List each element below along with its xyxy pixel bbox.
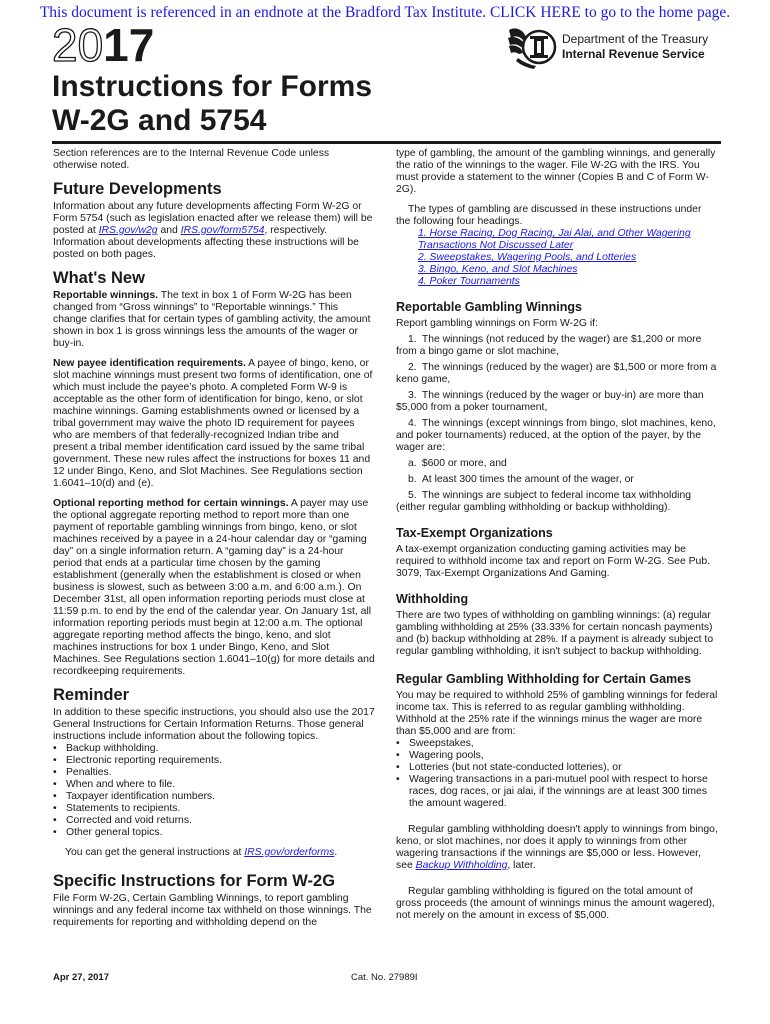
department-name: Department of the Treasury [562,32,709,46]
right-column [396,148,718,922]
toc-link-poker-tournaments[interactable]: 4. Poker Tournaments [418,276,520,287]
withholding-exceptions-text: Regular gambling withholding doesn't apply to winnings from bingo, keno, or slot machines, nor does it apply to winnings from other wagering transactions if the winnings are $5,000 or less. However, see Backup Withholding, later. [396,824,718,871]
regular-withholding-heading: Regular Gambling Withholding for Certain Games [396,672,692,686]
list-item: 2. The winnings (reduced by the wager) are $1,500 or more from a keno game, [396,362,717,385]
future-developments-text: Information about any future developments affecting Form W-2G or Form 5754 (such as legislation enacted after we release them) will be posted at IRS.gov/w2g and IRS.gov/form5754, respectively. Information about developments affecting these instructions will be posted on both pages. [53,201,373,260]
list-item: • Wagering pools, [396,750,484,761]
home-page-banner-link[interactable]: This document is referenced in an endnote at the Bradford Tax Institute. CLICK HERE to go to the home page. [39,4,731,21]
list-item: • Statements to recipients. [53,803,181,814]
list-item: • Other general topics. [53,827,163,838]
catalog-number: Cat. No. 27989I [351,972,418,983]
list-item: a. $600 or more, and [408,458,507,469]
list-item: • When and where to file. [53,779,176,790]
list-item: • Taxpayer identification numbers. [53,791,216,802]
regular-withholding-list [396,738,718,810]
withholding-heading: Withholding [396,592,469,606]
toc-link-bingo-keno-slots[interactable]: 3. Bingo, Keno, and Slot Machines [418,264,578,275]
list-item: • Backup withholding. [53,743,159,754]
irs-eagle-logo-icon [506,24,558,70]
irs-form5754-link[interactable]: IRS.gov/form5754 [180,225,265,236]
list-item: 1. The winnings (not reduced by the wager) are $1,200 or more from a bingo game or slot machine, [396,334,702,357]
list-item: • Wagering transactions in a pari-mutuel pool with respect to horse races, dog races, or jai alai, if the winnings are at least 300 times the amount wagered. [396,774,708,809]
year-bold-digits: 17 [103,19,155,71]
reminder-topic-list [53,743,375,839]
list-item: • Corrected and void returns. [53,815,192,826]
list-item: 4. The winnings (except winnings from bingo, slot machines, keno, and poker tournaments) reduced, at the option of the payer, by the wager are: [396,418,716,453]
withholding-computation-text: Regular gambling withholding is figured on the total amount of gross proceeds (the amount of winnings minus the amount wagered), not merely on the amount in excess of $5,000. [396,886,715,921]
list-item: b. At least 300 times the amount of the wager, or [408,474,634,485]
irs-orderforms-link[interactable]: IRS.gov/orderforms [244,847,335,858]
reportable-winnings-heading: Reportable Gambling Winnings [396,300,583,314]
toc-link-sweepstakes[interactable]: 2. Sweepstakes, Wagering Pools, and Lotteries [418,252,637,263]
list-item: 3. The winnings (reduced by the wager or buy-in) are more than $5,000 from a poker tournament, [396,390,704,413]
specific-instructions-heading: Specific Instructions for Form W-2G [53,872,336,890]
regular-withholding-text: You may be required to withhold 25% of gambling winnings for federal income tax. This is referred to as regular gambling withholding. Withhold at the 25% rate if the winnings minus the wager are more than $5,000 and are from: [396,690,718,737]
backup-withholding-link[interactable]: Backup Withholding [415,860,508,871]
list-item: • Penalties. [53,767,112,778]
year-outline-digits: 20 [52,19,104,71]
title-line-1: Instructions for Forms [52,70,373,103]
title-line-2: W-2G and 5754 [52,104,267,137]
agency-block [562,32,708,62]
general-instructions-text: You can get the general instructions at IRS.gov/orderforms. [65,847,338,858]
agency-name: Internal Revenue Service [562,47,705,61]
future-developments-heading: Future Developments [53,180,222,198]
gambling-type-continuation: type of gambling, the amount of the gambling winnings, and generally the ratio of the winnings to the wager. File W-2G with the IRS. You must provide a statement to the winner (Copies B and C of Form W-2G). [396,148,716,195]
left-column [53,148,375,929]
gambling-types-intro: The types of gambling are discussed in these instructions under the following four headings. [396,204,702,227]
whats-new-heading: What's New [53,269,145,287]
payee-identification-paragraph: New payee identification requirements. A payee of bingo, keno, or slot machine winnings must present two forms of identification, one of which must include the payee’s photo. A completed Form W-9 is acceptable as the other form of identification for bingo, keno, or slot machine winnings. Gaming establishments owned or licensed by a tribal government may waive the photo ID requirement for payees who are members of that federally-recognized Indian tribe and present a tribal member identification card issued by the same tribal government. These new rules affect the instructions for boxes 11 and 12 under Bingo, Keno, and Slot Machines. See Regulations section 1.6041–10(d) and (e). [53,358,373,489]
reminder-text: In addition to these specific instructions, you should also use the 2017 General Instructions for Certain Information Returns. Those general instructions include information about the following topics. [53,707,375,742]
gambling-headings-list [396,228,718,288]
list-item: 5. The winnings are subject to federal income tax withholding (either regular gambling withholding or backup withholding). [396,490,692,513]
list-item: • Electronic reporting requirements. [53,755,222,766]
list-item: • Lotteries (but not state-conducted lotteries), or [396,762,622,773]
section-reference-note: Section references are to the Internal Revenue Code unless otherwise noted. [53,148,330,171]
reportable-winnings-intro: Report gambling winnings on Form W-2G if: [396,318,598,329]
reminder-heading: Reminder [53,686,130,704]
form-year [52,19,155,71]
reportable-winnings-paragraph: Reportable winnings. The text in box 1 of Form W-2G has been changed from “Gross winnings” to “Reportable winnings.” This change clarifies that for certain types of gambling activity, the amount shown in box 1 is gross winnings less the amounts of the wager or buy-in. [53,290,371,349]
specific-instructions-text: File Form W-2G, Certain Gambling Winnings, to report gambling winnings and any federal income tax withheld on those winnings. The requirements for reporting and withholding depend on the [53,893,372,928]
list-item: • Sweepstakes, [396,738,474,749]
title-divider [52,141,721,144]
tax-exempt-text: A tax-exempt organization conducting gaming activities may be required to withhold income tax and report on Form W-2G. See Pub. 3079, Tax-Exempt Organizations And Gaming. [396,544,710,579]
irs-w2g-link[interactable]: IRS.gov/w2g [98,225,158,236]
revision-date: Apr 27, 2017 [53,972,109,983]
withholding-text: There are two types of withholding on gambling winnings: (a) regular gambling withholding at 25% (33.33% for certain noncash payments) and (b) backup withholding at 28%. If a payment is already subject to regular gambling withholding, it isn't subject to backup withholding. [396,610,714,657]
optional-reporting-paragraph: Optional reporting method for certain winnings. A payer may use the optional aggregate reporting method to report more than one payment of reportable gambling winnings from bingo, keno, or slot machines received by a payee in a 24-hour calendar day or “gaming day” on a single information return. A “gaming day” is a 24-hour period that ends at a particular time chosen by the gaming establishment (generally when the establishment is closed or when business is slowest, such as between 3:00 a.m. and 6:00 a.m.). On December 31st, all open information reporting periods must close at 11:59 p.m. to end by the end of the calendar year. On January 1st, all information reporting periods must begin at 12:00 a.m. The optional aggregate reporting method affects the bingo, keno, and slot machines instructions for box 1 under Bingo, Keno, and Slot Machines. See Regulations section 1.6041–10(g) for more details and recordkeeping requirements. [53,498,375,677]
document-title [52,70,372,138]
tax-exempt-heading: Tax-Exempt Organizations [396,526,553,540]
toc-link-horse-racing[interactable]: 1. Horse Racing, Dog Racing, Jai Alai, and Other Wagering Transactions Not Discussed Later [418,228,691,251]
